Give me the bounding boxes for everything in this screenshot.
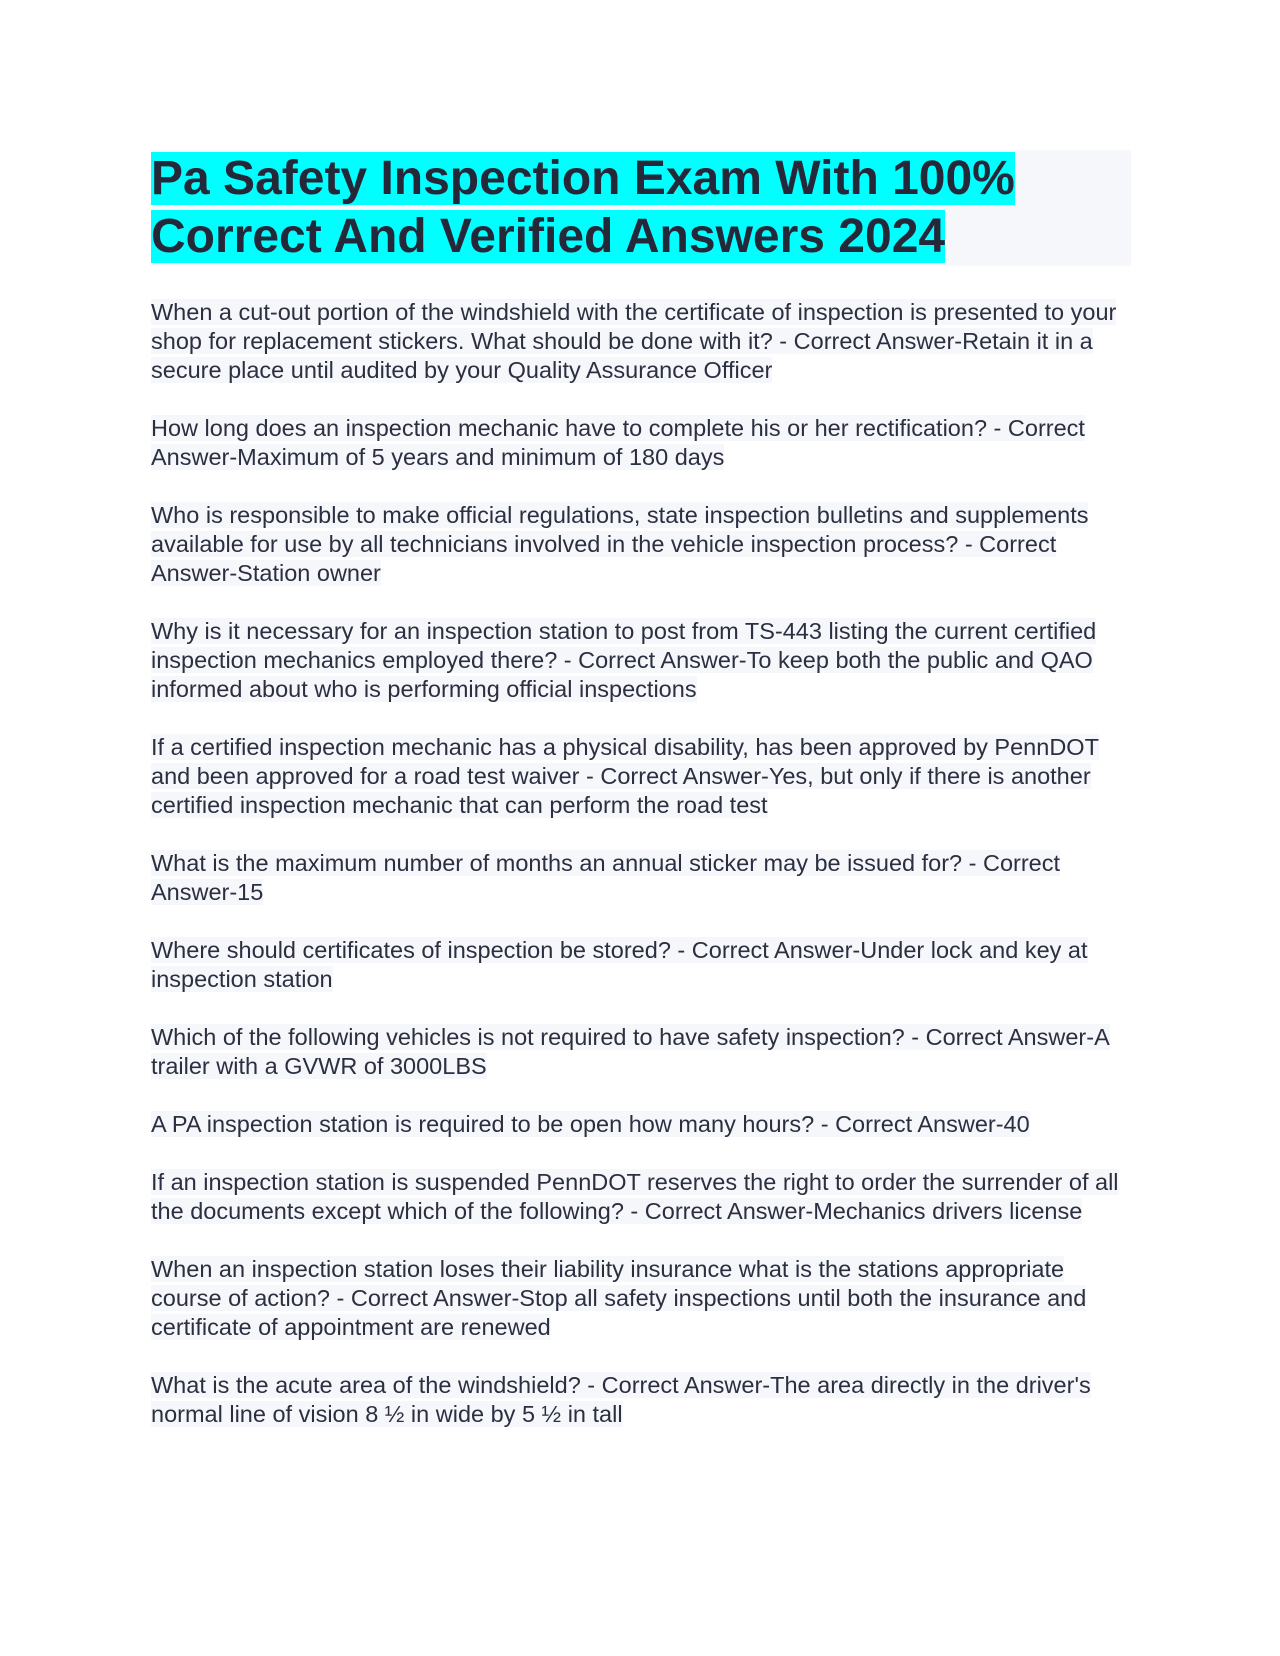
qa-item: [151, 1023, 1131, 1081]
qa-item: [151, 501, 1131, 588]
qa-item-text: What is the acute area of the windshield? - Correct Answer-The area directly in the driver's normal line of vision 8 ½ in wide by 5 ½ in tall: [151, 1372, 1091, 1427]
qa-item: [151, 298, 1131, 385]
document-title: [151, 150, 1131, 266]
qa-item: [151, 936, 1131, 994]
qa-item: [151, 1110, 1131, 1139]
qa-item-text: How long does an inspection mechanic have to complete his or her rectification? - Correct Answer-Maximum of 5 years and minimum of 180 days: [151, 415, 1085, 470]
qa-item: [151, 1255, 1131, 1342]
qa-item: [151, 414, 1131, 472]
qa-item: [151, 1371, 1131, 1429]
title-line-2: Correct And Verified Answers 2024: [151, 210, 946, 263]
qa-item-text: If a certified inspection mechanic has a physical disability, has been approved by PennDOT and been approved for a road test waiver - Correct Answer-Yes, but only if there is another certified inspection mechanic that can perform the road test: [151, 734, 1099, 818]
qa-item-text: What is the maximum number of months an annual sticker may be issued for? - Correct Answer-15: [151, 850, 1061, 905]
qa-item: [151, 1168, 1131, 1226]
qa-item-text: A PA inspection station is required to be open how many hours? - Correct Answer-40: [151, 1111, 1030, 1137]
qa-item-text: Which of the following vehicles is not required to have safety inspection? - Correct Answer-A trailer with a GVWR of 3000LBS: [151, 1024, 1110, 1079]
qa-item: [151, 733, 1131, 820]
title-line-1: Pa Safety Inspection Exam With 100%: [151, 152, 1015, 205]
qa-item-text: Who is responsible to make official regulations, state inspection bulletins and supplements available for use by all technicians involved in the vehicle inspection process? - Correct Answer-Station owner: [151, 502, 1089, 586]
document-page: [151, 150, 1131, 1458]
qa-item: [151, 849, 1131, 907]
qa-item-text: If an inspection station is suspended PennDOT reserves the right to order the surrender of all the documents except which of the following? - Correct Answer-Mechanics drivers license: [151, 1169, 1119, 1224]
qa-item-text: Where should certificates of inspection be stored? - Correct Answer-Under lock and key at inspection station: [151, 937, 1088, 992]
qa-item-text: When an inspection station loses their liability insurance what is the stations appropriate course of action? - Correct Answer-Stop all safety inspections until both the insurance and certificate of appointment are renewed: [151, 1256, 1087, 1340]
qa-item-text: Why is it necessary for an inspection station to post from TS-443 listing the current certified inspection mechanics employed there? - Correct Answer-To keep both the public and QAO informed about who is performing official inspections: [151, 618, 1097, 702]
qa-item-text: When a cut-out portion of the windshield with the certificate of inspection is presented to your shop for replacement stickers. What should be done with it? - Correct Answer-Retain it in a secure place until audited by your Quality Assurance Officer: [151, 299, 1117, 383]
title-block: [151, 150, 1131, 266]
qa-list: [151, 298, 1131, 1429]
qa-item: [151, 617, 1131, 704]
